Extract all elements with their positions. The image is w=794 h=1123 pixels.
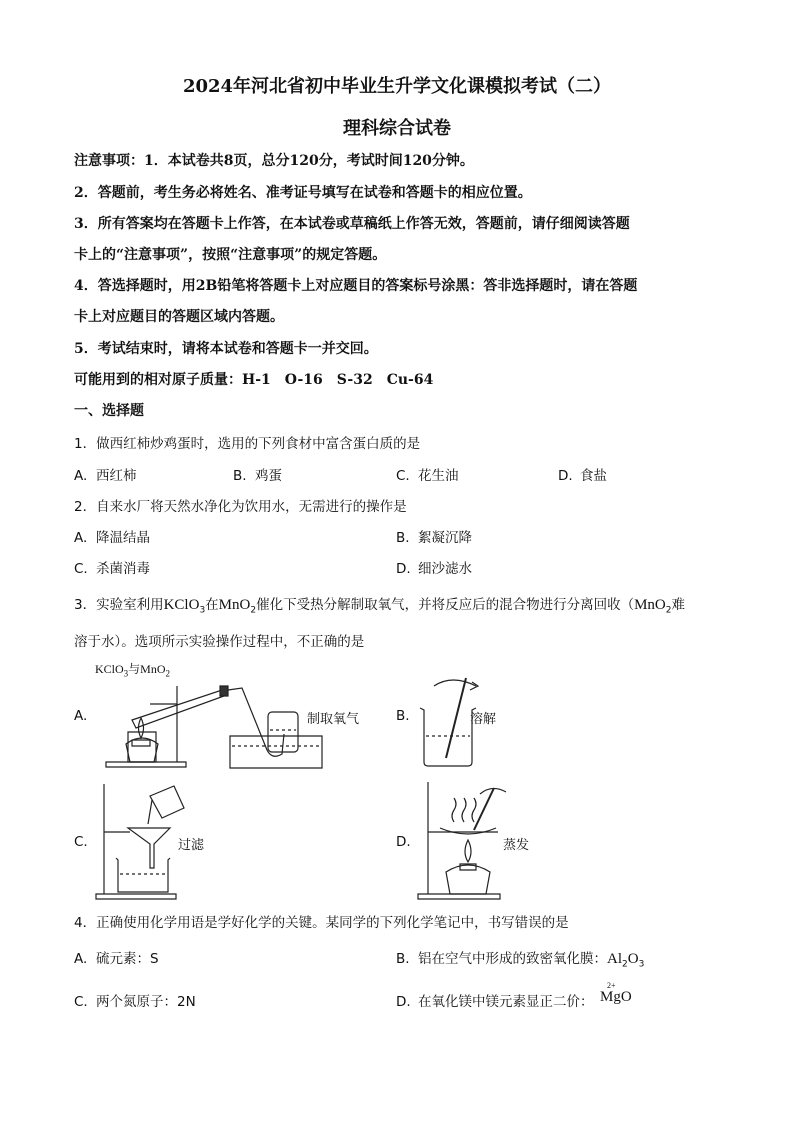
- note-line-3: 3．所有答案均在答题卡上作答，在本试卷或草稿纸上作答无效，答题前，请仔细阅读答题: [74, 216, 630, 232]
- fig-a-oxygen-apparatus: [92, 672, 332, 772]
- q1-option-c: C. 花生油: [396, 468, 459, 484]
- q2-stem: 2．自来水厂将天然水净化为饮用水，无需进行的操作是: [74, 499, 407, 515]
- q4-option-a: A. 硫元素：S: [74, 951, 159, 967]
- note-line-2: 2．答题前，考生务必将姓名、准考证号填写在试卷和答题卡的相应位置。: [74, 185, 532, 201]
- fig-c-filtration: [92, 778, 192, 902]
- q3-stem-line-2: 溶于水）。选项所示实验操作过程中，不正确的是: [74, 634, 365, 650]
- q4-option-d: D. 在氧化镁中镁元素显正二价：: [396, 994, 594, 1010]
- atomic-masses: 可能用到的相对原子质量：H-1 O-16 S-32 Cu-64: [74, 372, 434, 388]
- fig-d-caption: 蒸发: [503, 838, 530, 853]
- q1-stem: 1．做西红柿炒鸡蛋时，选用的下列食材中富含蛋白质的是: [74, 436, 421, 452]
- q3-option-c-letter: C.: [74, 834, 88, 850]
- q4-stem: 4．正确使用化学用语是学好化学的关键。某同学的下列化学笔记中，书写错误的是: [74, 915, 569, 931]
- q3-option-a-letter: A.: [74, 708, 88, 724]
- fig-c-caption: 过滤: [178, 838, 205, 853]
- fig-a-caption: 制取氧气: [307, 712, 360, 727]
- q1-option-d: D. 食盐: [558, 468, 607, 484]
- q4-option-c: C. 两个氮原子：2N: [74, 994, 196, 1010]
- note-line-6: 卡上对应题目的答题区域内答题。: [74, 309, 284, 325]
- exam-subtitle: 理科综合试卷: [343, 118, 451, 139]
- section-heading: 一、选择题: [74, 403, 144, 419]
- exam-title: 2024年河北省初中毕业生升学文化课模拟考试（二）: [182, 76, 612, 97]
- q2-option-a: A. 降温结晶: [74, 530, 150, 546]
- q4-option-b: B. 铝在空气中形成的致密氧化膜：$Al_2O_3$: [396, 951, 645, 970]
- q2-option-d: D. 细沙滤水: [396, 561, 472, 577]
- q2-option-b: B. 絮凝沉降: [396, 530, 472, 546]
- note-line-7: 5．考试结束时，请将本试卷和答题卡一并交回。: [74, 341, 378, 357]
- q3-option-d-letter: D.: [396, 834, 411, 850]
- note-line-1: 注意事项：1．本试卷共8页，总分120分，考试时间120分钟。: [74, 153, 474, 169]
- fig-a-reagent-label: KClO$_3$与MnO$_2$: [95, 662, 171, 679]
- q3-option-b-letter: B.: [396, 708, 410, 724]
- q1-option-b: B. 鸡蛋: [233, 468, 282, 484]
- q1-option-a: A. 西红柿: [74, 468, 137, 484]
- note-line-4: 卡上的“注意事项”，按照“注意事项”的规定答题。: [74, 247, 387, 263]
- q4-option-d-formula: 2+ MgO: [600, 981, 632, 1005]
- q2-option-c: C. 杀菌消毒: [74, 561, 150, 577]
- q3-stem: 3．实验室利用KClO$_3$在MnO$_2$催化下受热分解制取氧气，并将反应后的混合物进行分离回收（MnO$_2$难: [74, 597, 685, 616]
- fig-d-evaporation: [414, 778, 514, 902]
- fig-b-caption: 溶解: [470, 712, 497, 727]
- note-line-5: 4．答选择题时，用2B铅笔将答题卡上对应题目的答案标号涂黑：答非选择题时，请在答题: [74, 278, 638, 294]
